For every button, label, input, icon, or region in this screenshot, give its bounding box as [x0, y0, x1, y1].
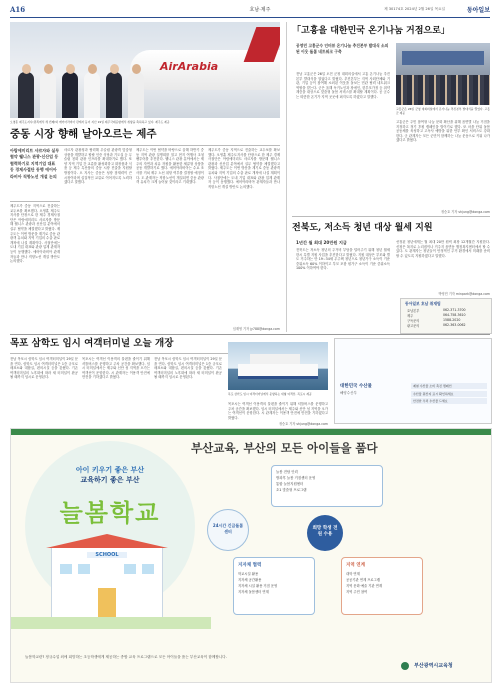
section-title: 호남·제주 — [249, 7, 271, 13]
ad-circle-line1: 아이 키우기 좋은 부산 — [75, 466, 145, 474]
issue-date: 제 30174호 2024년 2월 26일 목요일 — [384, 7, 445, 11]
people-group — [18, 62, 158, 118]
rent-headline: 전북도, 저소득 청년 대상 월세 지원 — [292, 223, 433, 233]
mokpo-byline: 정승호 기자 shjung@donga.com — [278, 422, 328, 426]
mokpo-body-col2: 목포시는 여객선 이용객의 불편을 줄이기 위해 셔틀버스를 운행하고 주차 공간을 확보했다. 임시 터미널에서는 제주와 신안 섬 지역을 오가는 여객선이 운항한다. 시 관계자는 이용객 안전에 만전을 기하겠다고 밝혔다. — [82, 357, 150, 380]
rent-subhead: 1년간 월 최대 20만원 지급 — [296, 240, 347, 245]
jeju-body-col2: 샤르자 관광청과 협력해 무슬림 관광객 맞춤형 상품을 개발하고 할랄 인증 식당과 기도실 등 무슬림 친화 관광 인프라를 확대하기로 했다. 또 양 지역 기업 간 교류를 활성화하고 화장품과 식품 등 제주 특산품의 중동 시장 진출을 지원할 방침이다. 오 지사는 중동은 성장 잠재력이 큰 시장이라며 실질적인 교류로 이어지도록 노력하겠다고 말했다. — [64, 148, 132, 185]
small-ad — [334, 338, 492, 424]
ad-top-band — [11, 429, 491, 435]
interview-headline: 「고흥을 대한민국 온기나눔 거점으로」 — [292, 26, 450, 36]
jeju-photo-caption: 오영훈 제주도지사(왼쪽에서 세 번째)와 에어아라비아 관계자 등이 지난 19일 제주국제공항에서 취항을 축하하고 있다. 제주도 제공 — [10, 120, 170, 124]
interview-body-col1: 전남 고흥군은 26일 오전 군청 대회의실에서 고흥 온기나눔 추진본부 발대식을 열었다고 밝혔다. 추진본부는 지역 사회단체와 기관, 기업 등이 참여해 소외된 이웃을 돌보는 민관 협력 네트워크 역할을 맡는다. 군은 올해 독거노인과 장애인, 한부모가정 등 취약계층을 대상으로 맞춤형 돌봄 서비스를 확대할 계획이다. 공 군수는 따뜻한 온기가 지역 곳곳에 퍼지도록 하겠다고 말했다. — [296, 72, 390, 99]
rent-body-col2: 선정된 청년에게는 월 최대 20만 원씩 최장 12개월간 지원한다. 신청은 복지로 누리집이나 거주지 읍면동 행정복지센터에서 할 수 있다. 도 관계자는 청년들이 안정적인 주거 환경에서 미래를 준비할 수 있도록 지원하겠다고 말했다. — [396, 240, 490, 258]
notice-row: 구독문의 1588-2020 — [407, 318, 461, 323]
ad-left-box: 지자체 협력 학교시설 활용 지자체 공간활용 지자체 시설 활용 거점 운영 지자체 돌봄센터 연계 — [233, 557, 315, 615]
page-number: A16 — [10, 5, 26, 14]
ship-photo — [228, 342, 328, 390]
jeju-byline: 임재영 기자 jy788@donga.com — [232, 327, 280, 331]
interview-subhead: 공영민 고흥군수 인터뷰 온기나눔 추진본부 발대식 소외된 이웃 돌봄 네트워크 구축 — [296, 43, 389, 54]
interview-photo — [396, 43, 490, 105]
notice-row: 호남본부 062-371-3700 — [407, 308, 466, 313]
mokpo-headline: 목포 삼학도 임시 여객터미널 오늘 개장 — [10, 338, 174, 349]
ad-top-box: 늘봄 전담 인력 방과후 늘봄 거점센터 운영 통합 늘봄지원센터 초1 맞춤형 프로그램 — [271, 465, 383, 507]
ship-caption: 목포 삼학도 임시 여객터미널에서 운항하는 대형 여객선. 목포시 제공 — [228, 392, 312, 396]
ad-center-circle: 희망 학생 전원 수용 — [307, 515, 343, 551]
jeju-body-col3: 제주도는 이번 협약을 바탕으로 올해 하반기 중동 지역 관광 설명회를 열고 현지 여행사 초청 팸투어를 추진한다. 웰니스 관광 분야에서는 제주의 자연과 치유 자원을 활용한 체류형 상품을 공동 개발하기로 했다. 에어아라비아는 수요 조사를 거쳐 제주 노선 취항 여부를 결정할 예정이다. 도 관계자는 직항노선이 개설되면 중동 관광객 유치가 크게 늘어날 것이라고 기대했다. — [136, 148, 204, 185]
small-ad-title: 대한민국 수산물 — [340, 384, 372, 389]
small-ad-subtitle: 해양수산부 — [340, 391, 357, 395]
notice-row: 광고문의 062-363-0062 — [407, 323, 466, 328]
mokpo-body-col4: 목포시는 여객선 이용객의 불편을 줄이기 위해 셔틀버스를 운행하고 주차 공간을 확보했다. 임시 터미널에서는 제주와 신안 섬 지역을 오가는 여객선이 운항한다. 시 관계자는 이용객 안전에 만전을 기하겠다고 밝혔다. — [228, 402, 328, 420]
interview-byline: 정승호 기자 shjung@donga.com — [440, 210, 490, 214]
school-sign: SCHOOL — [87, 552, 127, 558]
jeju-headline: 중동 시장 향해 날아오르는 제주 — [10, 128, 157, 140]
jeju-subhead: 아랍에미리트 샤르자와 실무 협약 웰니스 관광·신산업 등 협력하기로 지역기업 대표 등 경제사절단 동행 에어아라비아 직항노선 개설 논의 — [10, 148, 60, 179]
edu-emblem-icon — [401, 662, 409, 670]
airplane-tail — [244, 27, 280, 62]
jeju-body-col1: 제주도가 중동 지역으로 진출하는 교두보를 확보했다. 오영훈 제주도지사를 단장으로 한 제주 경제사절단은 아랍에미리트 샤르자를 방문해 웰니스 관광과 신산업 분야에서 실무 협약을 체결했다고 밝혔다. 제주도는 이번 방문을 계기로 중동 관광객 유치와 지역 기업의 수출 판로 개척에 나설 계획이다. 사절단에는 도내 기업 대표와 관광 업계 관계자 등이 동행했다. 에어아라비아 관계자들과 만나 직항노선 개설 방안도 논의했다. — [10, 204, 60, 264]
ad-right-box: 지역 연계 대학 연계 공공기관 연계 프로그램 지역 문화·예술 기관 연계 지역 주민 참여 — [341, 557, 423, 615]
ad-big-text: 늘봄학교 — [59, 498, 161, 527]
rent-body-col1: 전북도는 저소득 청년의 주거비 부담을 덜어주기 위해 청년 월세 한시 특별 지원 사업을 추진한다고 밝혔다. 지원 대상은 부모와 별도 거주하는 만 19∼34세 무주택 청년으로 청년가구 소득이 기준 중위소득 60% 이하이고 부모 포함 원가구 소득이 기준 중위소득 100% 이하여야 한다. — [296, 248, 390, 271]
ad-ground — [11, 617, 211, 629]
jeju-photo — [10, 22, 280, 118]
page-header — [10, 5, 490, 18]
notice-title: 동아일보 호남 취재팀 — [405, 301, 441, 306]
rent-byline: 박영민 기자 minpark@donga.com — [438, 292, 490, 296]
notice-row: 제주 064-758-3610 — [407, 313, 466, 318]
airline-logo-text: AirArabia — [160, 60, 219, 73]
ad-side-badge: 24시간 긴급돌봄센터 — [207, 509, 249, 551]
ad-circle-line2: 교육하기 좋은 부산 — [80, 476, 140, 484]
mokpo-body-col1: 전남 목포시 삼학도 임시 여객터미널이 29일 문을 연다. 삼학도 임시 여객터미널은 1층 규모로 매표소와 대합실, 편의시설 등을 갖췄다. 기존 여객터미널의 노후화에 따라 새 터미널이 완공될 때까지 임시로 운영된다. — [10, 357, 78, 380]
jeju-body-col4: 제주도가 중동 지역으로 진출하는 교두보를 확보했다. 오영훈 제주도지사를 단장으로 한 제주 경제사절단은 아랍에미리트 샤르자를 방문해 웰니스 관광과 신산업 분야에서 실무 협약을 체결했다고 밝혔다. 제주도는 이번 방문을 계기로 중동 관광객 유치와 지역 기업의 수출 판로 개척에 나설 계획이다. 사절단에는 도내 기업 대표와 관광 업계 관계자 등이 동행했다. 에어아라비아 관계자들과 만나 직항노선 개설 방안도 논의했다. — [208, 148, 280, 189]
ad-org: 부산광역시교육청 — [401, 655, 485, 671]
ad-headline: 부산교육, 부산의 모든 아이들을 품다 — [191, 441, 378, 455]
small-ad-list: 제철 수산물 소비 촉진 캠페인 수산물 원산지 표시 확인하세요 안전한 우리 수산물 드세요 — [411, 383, 487, 404]
mokpo-body-col3: 전남 목포시 삼학도 임시 여객터미널이 29일 문을 연다. 삼학도 임시 여객터미널은 1층 규모로 매표소와 대합실, 편의시설 등을 갖췄다. 기존 여객터미널의 노후화에 따라 새 터미널이 완공될 때까지 임시로 운영된다. — [154, 357, 222, 380]
contact-notice-box — [400, 298, 492, 334]
ad-school-building — [51, 547, 163, 619]
paper-logo: 동아일보 — [466, 7, 490, 14]
interview-body-col2: 고흥군은 주민 참여형 나눔 문화 확산을 위해 읍면별 나눔 거점을 지정하고 정기 후원 캠페인을 벌이기로 했다. 또 마을 단위 돌봄 공동체를 육성하고 고독사 예방을 위한 안부 확인 서비스도 강화한다. 군 관계자는 모든 군민이 함께하는 나눔 운동으로 키워 나가겠다고 밝혔다. — [396, 120, 490, 143]
busan-edu-ad — [10, 428, 492, 683]
interview-photo-caption: 고흥군은 26일 군청 대회의실에서 온기나눔 추진본부 발대식을 열었다. 고흥군 제공 — [396, 107, 490, 115]
ad-footer-text: 늘봄학교란? 정규수업 외에 희망하는 초등학생에게 제공하는 종합 교육 프로그램으로 모든 아이들을 품는 부산교육이 함께합니다. — [25, 655, 227, 659]
